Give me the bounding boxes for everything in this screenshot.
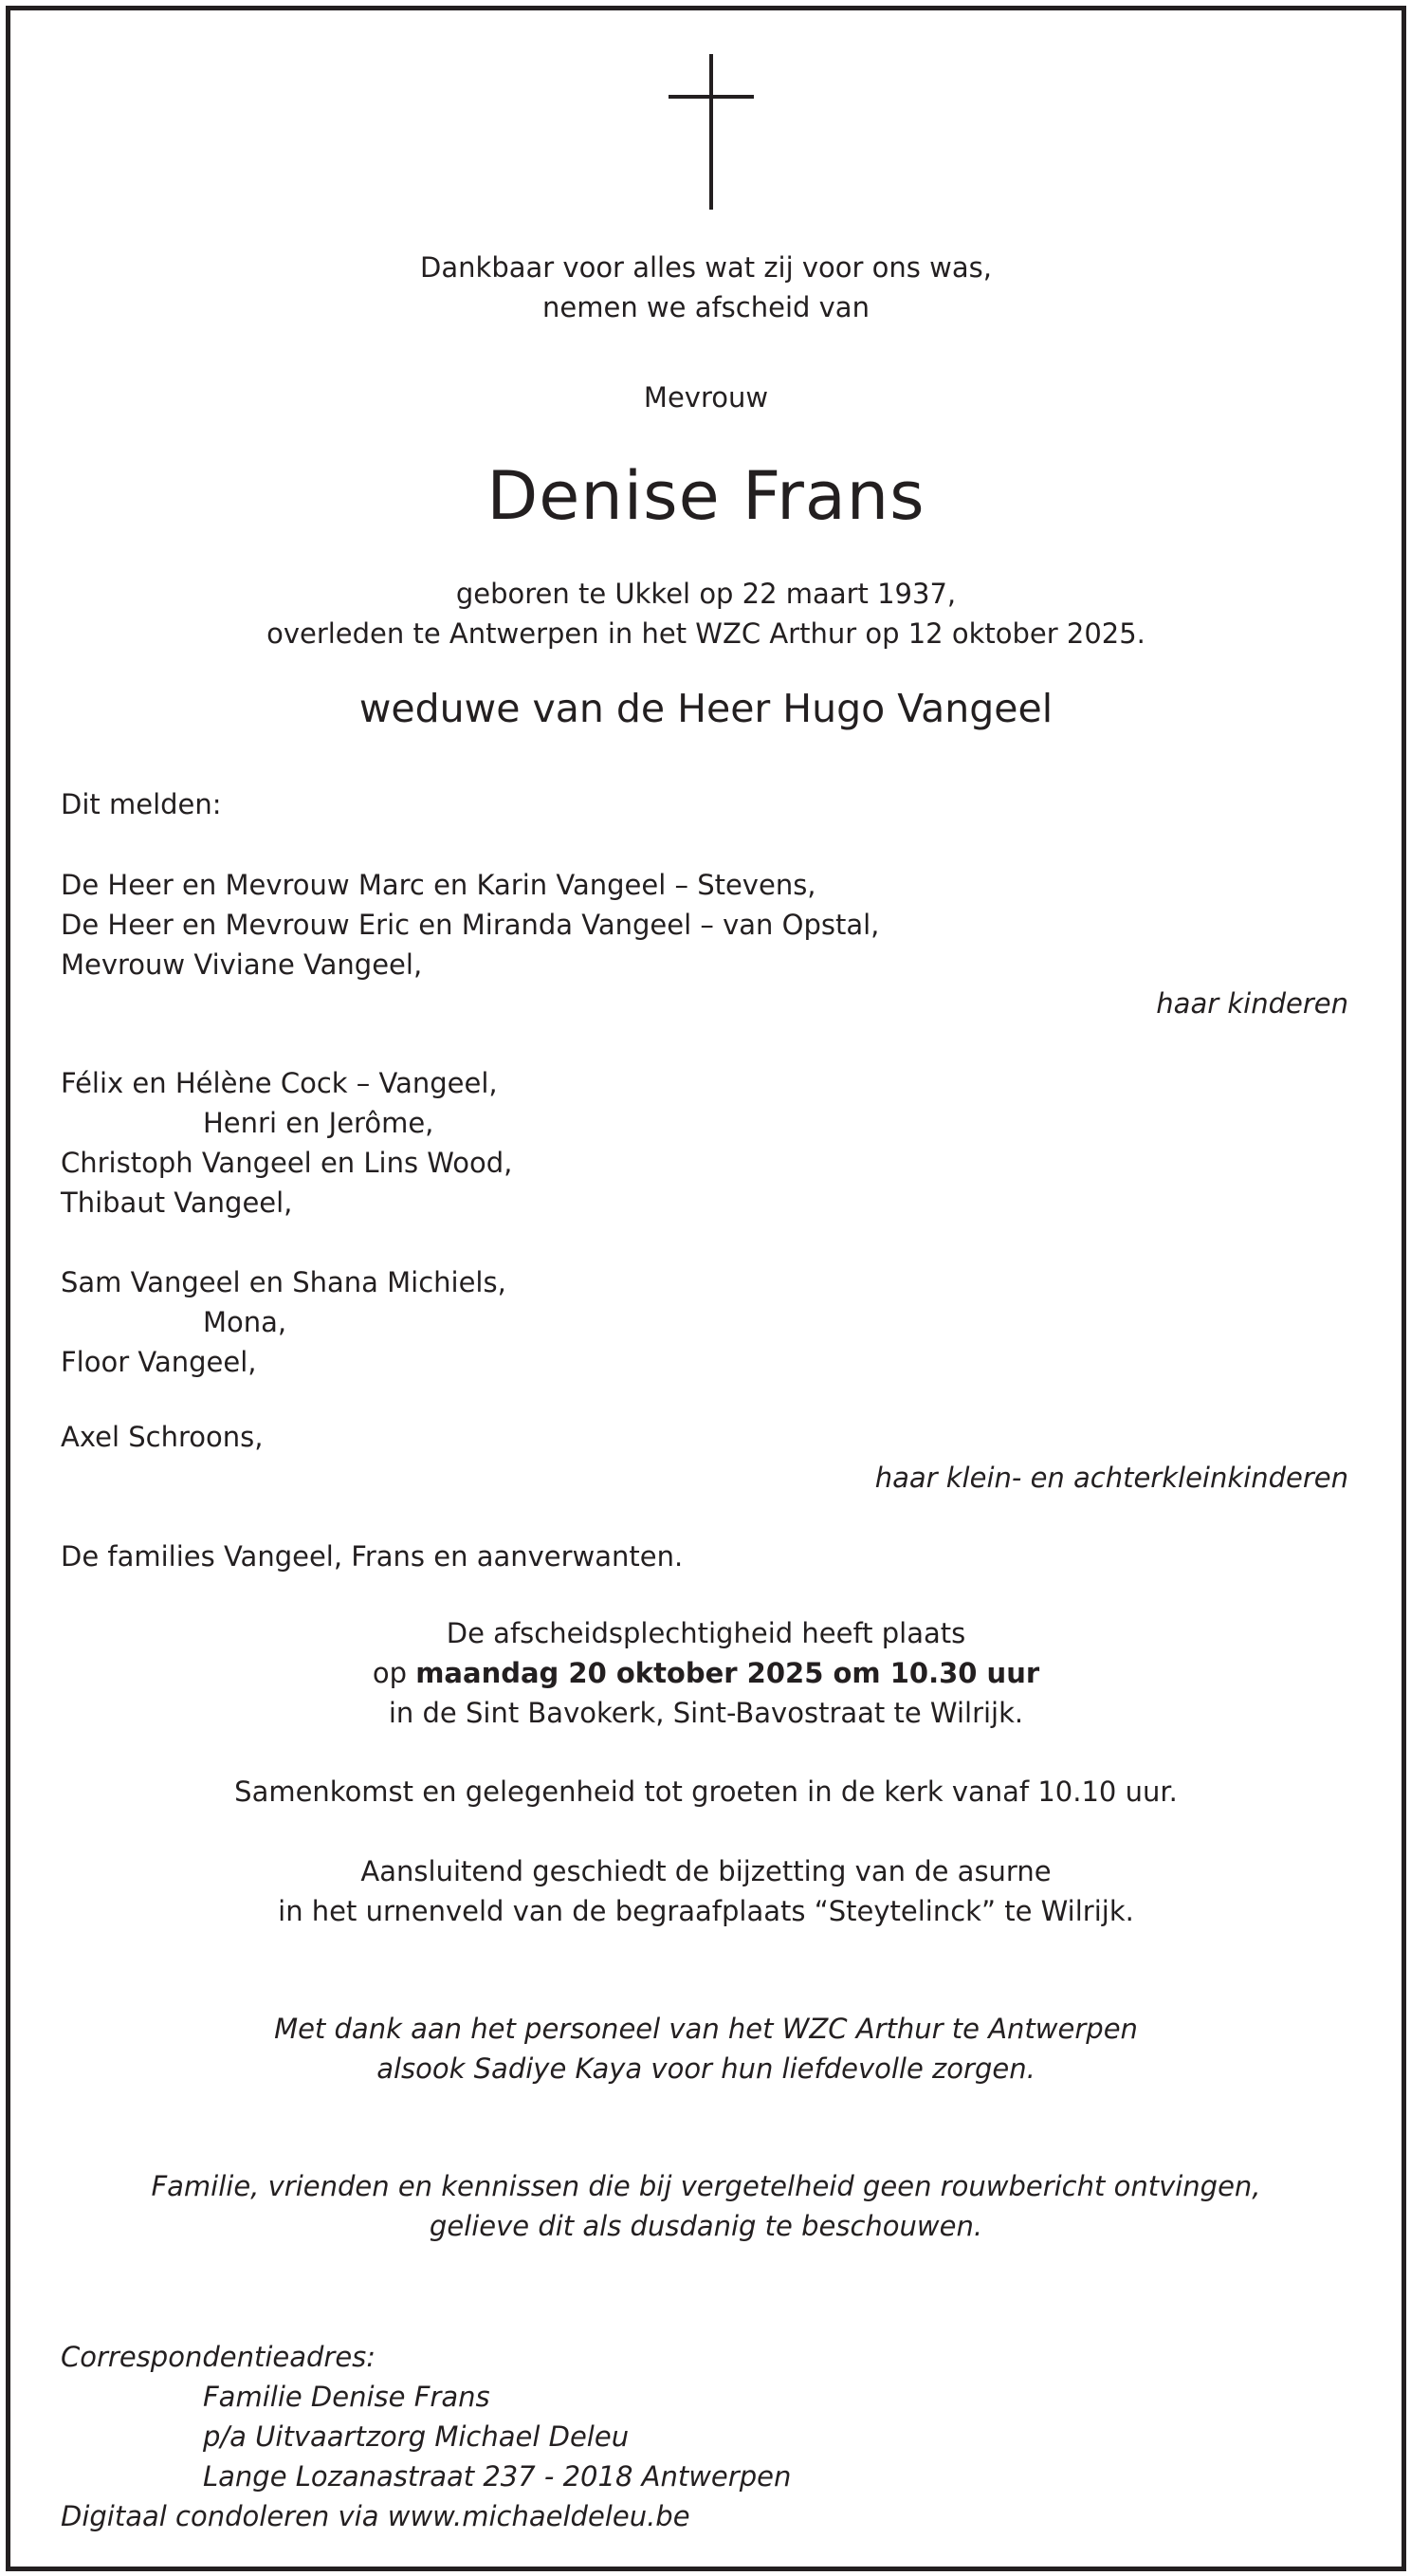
ceremony-line-1: De afscheidsplechtigheid heeft plaats	[446, 1617, 966, 1649]
grandchild-line-1: Félix en Hélène Cock – Vangeel,	[61, 1067, 498, 1099]
birth-line: geboren te Ukkel op 22 maart 1937,	[455, 578, 957, 610]
ceremony-line-2	[10, 1653, 1402, 1693]
online-condolence: Digitaal condoleren via www.michaeldeleu.be	[61, 2500, 690, 2532]
burial-line-1: Aansluitend geschiedt de bijzetting van de asurne	[360, 1855, 1052, 1887]
correspondence-line-3: Lange Lozanastraat 237 - 2018 Antwerpen	[203, 2460, 792, 2493]
children-label: haar kinderen	[1156, 987, 1348, 1020]
death-line: overleden te Antwerpen in het WZC Arthur op 12 oktober 2025.	[266, 617, 1145, 650]
ceremony-datetime: maandag 20 oktober 2025 om 10.30 uur	[415, 1657, 1040, 1689]
thanks-line-2: alsook Sadiye Kaya voor hun liefdevolle zorgen.	[376, 2052, 1035, 2085]
grandchildren-label: haar klein- en achterkleinkinderen	[874, 1462, 1348, 1494]
child-line-3: Mevrouw Viviane Vangeel,	[61, 948, 423, 981]
grandchild-line-2: Christoph Vangeel en Lins Wood,	[61, 1147, 513, 1179]
grandchild-line-4: Sam Vangeel en Shana Michiels,	[61, 1266, 506, 1298]
grandchild-line-3: Thibaut Vangeel,	[61, 1187, 293, 1219]
intro-line-1: Dankbaar voor alles wat zij voor ons was,	[420, 251, 992, 284]
salutation: Mevrouw	[643, 381, 769, 414]
grandchild-sub-4: Mona,	[203, 1306, 287, 1338]
thanks-line-1: Met dank aan het personeel van het WZC Arthur te Antwerpen	[274, 2013, 1138, 2045]
child-line-2: De Heer en Mevrouw Eric en Miranda Vangeel – van Opstal,	[61, 909, 880, 941]
child-line-1: De Heer en Mevrouw Marc en Karin Vangeel – Stevens,	[61, 869, 816, 901]
grandchild-line-6: Axel Schroons,	[61, 1421, 264, 1453]
ceremony-line-3: in de Sint Bavokerk, Sint-Bavostraat te Wilrijk.	[388, 1697, 1024, 1729]
grandchild-line-5: Floor Vangeel,	[61, 1346, 257, 1378]
correspondence-line-2: p/a Uitvaartzorg Michael Deleu	[203, 2420, 630, 2453]
deceased-name: Denise Frans	[486, 457, 925, 535]
intro-line-2: nemen we afscheid van	[542, 291, 870, 323]
families-line: De families Vangeel, Frans en aanverwanten.	[61, 1540, 684, 1573]
gathering-line: Samenkomst en gelegenheid tot groeten in de kerk vanaf 10.10 uur.	[234, 1776, 1178, 1808]
correspondence-label: Correspondentieadres:	[61, 2341, 376, 2373]
grandchild-sub-1: Henri en Jerôme,	[203, 1107, 434, 1139]
notice-line-2: gelieve dit als dusdanig te beschouwen.	[429, 2210, 983, 2242]
correspondence-line-1: Familie Denise Frans	[203, 2381, 490, 2413]
ceremony-prefix: op	[372, 1657, 416, 1689]
burial-line-2: in het urnenveld van de begraafplaats “Steytelinck” te Wilrijk.	[278, 1895, 1134, 1927]
death-notice-card	[6, 6, 1406, 2571]
widow-line: weduwe van de Heer Hugo Vangeel	[358, 686, 1054, 731]
announce-label: Dit melden:	[61, 788, 222, 820]
notice-line-1: Familie, vrienden en kennissen die bij vergetelheid geen rouwbericht ontvingen,	[151, 2170, 1261, 2202]
